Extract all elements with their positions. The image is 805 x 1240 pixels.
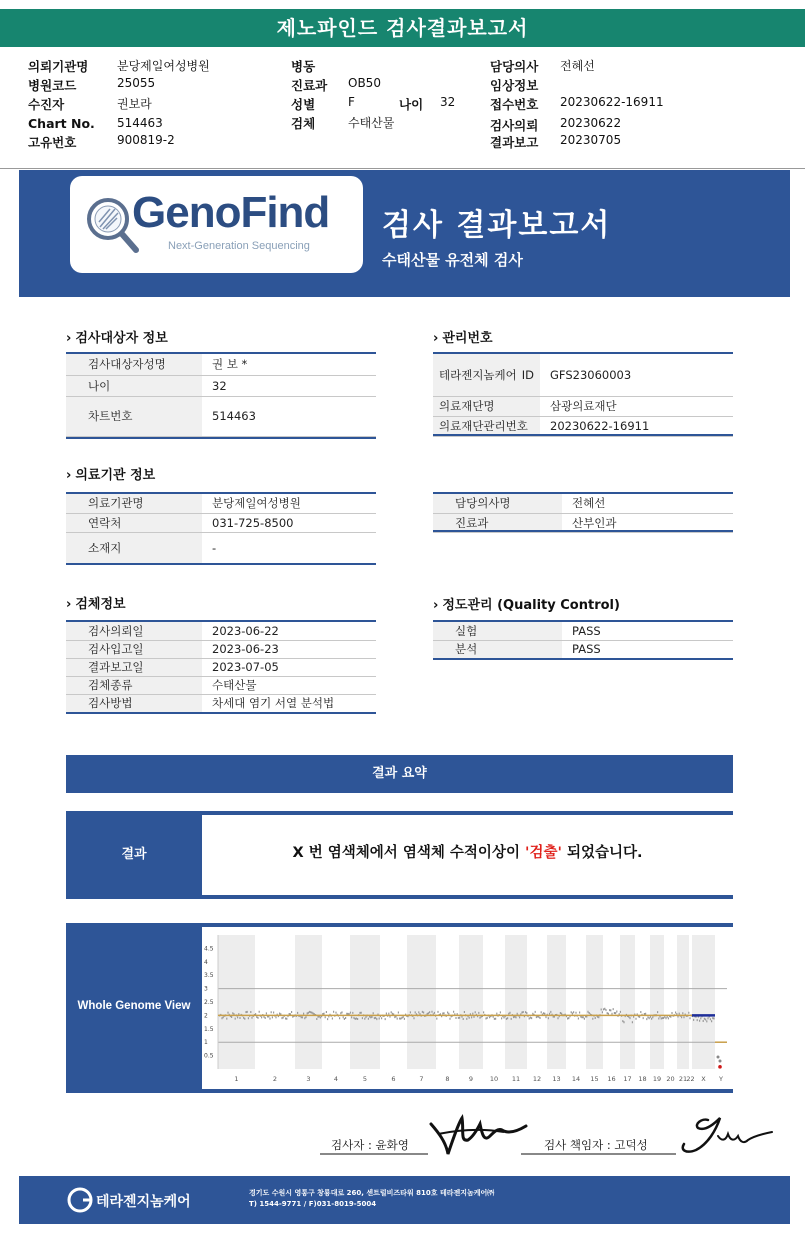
row-label: 결과보고일 (66, 658, 202, 676)
whole-genome-view-label: Whole Genome View (77, 1000, 191, 1012)
patient-header (0, 50, 805, 168)
header-value: 권보라 (117, 97, 152, 111)
tester-signature-icon (428, 1112, 530, 1160)
report-banner: 제노파인드 검사결과보고서 (0, 9, 805, 47)
row-label: 검사입고일 (66, 640, 202, 658)
header-value: 20230622-16911 (560, 95, 664, 109)
doctor-table (433, 494, 733, 533)
row-label: 분석 (433, 640, 562, 658)
y-tick-label: 4 (204, 958, 208, 966)
address-line: 경기도 수원시 영통구 창룡대로 260, 센트럴비즈타워 810호 테라젠지놈케어㈜ (249, 1189, 495, 1197)
row-value: 2023-06-23 (202, 640, 376, 658)
header-label: Chart No. (28, 116, 95, 131)
table-border (66, 563, 376, 565)
row-value: - (202, 532, 376, 563)
header-value: 32 (440, 95, 456, 109)
row-value: 분당제일여성병원 (202, 494, 376, 513)
y-tick-label: 3 (204, 985, 208, 993)
chromosome-tick-label: 22 (686, 1075, 695, 1083)
row-value: 514463 (202, 396, 376, 436)
chromosome-tick-label: 19 (652, 1075, 662, 1083)
section-title: › 검체정보 (66, 597, 126, 612)
table-border (433, 658, 733, 660)
chromosome-tick-label: 5 (362, 1075, 368, 1083)
row-label: 검사방법 (66, 694, 202, 712)
header-value: 수태산물 (348, 116, 395, 130)
section-title: › 의료기관 정보 (66, 468, 156, 483)
chevron-right-icon: › (433, 331, 439, 346)
y-tick-label: 3.5 (204, 972, 214, 980)
company-name: 테라젠지놈케어 (96, 1194, 191, 1210)
chromosome-tick-label: Y (719, 1075, 723, 1083)
logo-tagline: Next-Generation Sequencing (168, 240, 310, 252)
chromosome-band (677, 935, 689, 1069)
chrY-alert-point (718, 1065, 722, 1069)
subject-table (66, 354, 376, 437)
chromosome-band (620, 935, 635, 1069)
chromosome-tick-label: 17 (623, 1075, 632, 1083)
contact-line: T) 1544-9771 / F)031-8019-5004 (249, 1200, 377, 1208)
header-label: 검사의뢰 (490, 118, 539, 133)
result-text: X 번 염색체에서 염색체 수적이상이 '검출' 되었습니다. (292, 845, 643, 861)
company-address (249, 1188, 494, 1210)
chromosome-tick-label: 7 (419, 1075, 424, 1083)
row-value: 산부인과 (562, 513, 733, 532)
result-label: 결과 (121, 847, 147, 862)
row-label: 의료재단명 (433, 396, 540, 416)
row-label: 의료기관명 (66, 494, 202, 513)
y-tick-label: 1.5 (204, 1025, 214, 1033)
row-label: 검체종류 (66, 676, 202, 694)
row-value: 031-725-8500 (202, 513, 376, 532)
header-value: 20230705 (560, 133, 622, 147)
result-detected-highlight: '검출' (525, 845, 562, 861)
row-label: 차트번호 (66, 396, 202, 436)
y-tick-label: 2.5 (204, 999, 214, 1006)
header-label: 의뢰기관명 (28, 59, 89, 74)
header-label: 결과보고 (490, 135, 539, 150)
report-subtitle: 수태산물 유전체 검사 (382, 251, 523, 269)
chromosome-band (505, 935, 527, 1069)
chromosome-tick-label: 2 (272, 1075, 278, 1083)
qc-table (433, 622, 733, 659)
chromosome-tick-label: 4 (333, 1075, 339, 1083)
table-border (433, 434, 733, 436)
table-border (66, 712, 376, 714)
chromosome-tick-label: 13 (552, 1075, 561, 1083)
genome-plot (202, 927, 733, 1089)
chromosome-band (586, 935, 603, 1069)
chromosome-band (650, 935, 664, 1069)
row-label: 의료재단관리번호 (433, 416, 540, 436)
specimen-table (66, 622, 376, 713)
chrY-point (719, 1059, 722, 1062)
chromosome-band (547, 935, 566, 1069)
row-value: 2023-06-22 (202, 622, 376, 640)
row-value: 권 보 * (202, 354, 376, 375)
row-value: 수태산물 (202, 676, 376, 694)
row-value: PASS (562, 640, 733, 658)
chromosome-tick-label: 20 (666, 1075, 675, 1083)
row-value: 차세대 염기 서열 분석법 (202, 694, 376, 712)
logo-wordmark: GenoFind (132, 188, 330, 237)
header-label: 접수번호 (490, 97, 539, 112)
chromosome-band (295, 935, 322, 1069)
row-value: 삼광의료재단 (540, 396, 733, 416)
section-title: › 정도관리 (Quality Control) (433, 598, 620, 613)
table-border (66, 437, 376, 439)
signature-line (320, 1153, 428, 1155)
institution-table (66, 494, 376, 564)
director-signature-label: 검사 책임자 : 고덕성 (544, 1138, 648, 1152)
section-title: › 관리번호 (433, 331, 493, 346)
mgmt-table (433, 354, 733, 437)
table-border (433, 530, 733, 532)
section-title: › 검사대상자 정보 (66, 331, 168, 346)
y-tick-label: 2 (204, 1012, 208, 1020)
chevron-right-icon: › (66, 331, 72, 346)
chromosome-band (407, 935, 436, 1069)
header-value: F (348, 95, 355, 109)
chromosome-tick-label: 15 (590, 1075, 599, 1083)
chromosome-tick-label: 18 (638, 1075, 647, 1083)
chevron-right-icon: › (66, 597, 72, 612)
row-value: PASS (562, 622, 733, 640)
chromosome-tick-label: 3 (306, 1075, 311, 1083)
chromosome-tick-label: 12 (532, 1075, 542, 1083)
company-logo-icon (66, 1186, 94, 1214)
header-label: 고유번호 (28, 135, 77, 150)
header-label: 진료과 (291, 78, 328, 93)
header-label: 성별 (291, 97, 316, 112)
chromosome-band (350, 935, 380, 1069)
row-label: 연락처 (66, 513, 202, 532)
header-label: 담당의사 (490, 59, 539, 74)
row-value: 2023-07-05 (202, 658, 376, 676)
chromosome-band (218, 935, 255, 1069)
row-label: 테라젠지놈케어 ID (433, 354, 540, 396)
chromosome-tick-label: 16 (607, 1075, 616, 1083)
row-label: 나이 (66, 375, 202, 396)
director-signature-icon (678, 1114, 776, 1156)
header-value: 20230622 (560, 116, 622, 130)
chromosome-tick-label: 6 (391, 1075, 396, 1083)
row-label: 실험 (433, 622, 562, 640)
chromosome-tick-label: 21 (678, 1075, 688, 1083)
chromosome-tick-label: X (701, 1075, 706, 1083)
row-value: 전혜선 (562, 494, 733, 513)
header-label: 나이 (399, 97, 424, 112)
divider (0, 168, 805, 169)
row-value: GFS23060003 (540, 354, 733, 396)
tester-signature-label: 검사자 : 윤화영 (331, 1138, 409, 1152)
row-label: 검사의뢰일 (66, 622, 202, 640)
chromosome-tick-label: 8 (445, 1075, 450, 1083)
header-value: 25055 (117, 76, 156, 90)
report-title: 검사 결과보고서 (382, 208, 612, 243)
chromosome-band (692, 935, 715, 1069)
row-label: 소재지 (66, 532, 202, 563)
y-tick-label: 0.5 (204, 1052, 214, 1060)
row-label: 검사대상자성명 (66, 354, 202, 375)
header-label: 검체 (291, 116, 316, 131)
header-label: 병원코드 (28, 78, 77, 93)
row-value: 20230622-16911 (540, 416, 733, 436)
header-label: 임상정보 (490, 78, 539, 93)
y-tick-label: 4.5 (204, 945, 214, 953)
chromosome-tick-label: 1 (234, 1075, 239, 1083)
chevron-right-icon: › (66, 468, 72, 483)
header-value: OB50 (348, 76, 381, 90)
y-tick-label: 1 (204, 1039, 208, 1047)
row-label: 진료과 (433, 513, 562, 532)
chromosome-tick-label: 14 (571, 1075, 581, 1083)
header-value: 900819-2 (117, 133, 175, 147)
header-value: 분당제일여성병원 (117, 59, 210, 73)
chromosome-tick-label: 9 (468, 1075, 474, 1083)
chromosome-tick-label: 10 (489, 1075, 499, 1083)
signature-line (521, 1153, 676, 1155)
chromosome-tick-label: 11 (511, 1075, 521, 1083)
header-label: 병동 (291, 59, 316, 74)
row-value: 32 (202, 375, 376, 396)
chromosome-band (459, 935, 483, 1069)
row-label: 담당의사명 (433, 494, 562, 513)
summary-header: 결과 요약 (66, 755, 733, 793)
header-label: 수진자 (28, 97, 65, 112)
header-value: 514463 (117, 116, 163, 130)
chevron-right-icon: › (433, 598, 439, 613)
header-value: 전혜선 (560, 59, 595, 73)
chrY-point (717, 1055, 720, 1058)
